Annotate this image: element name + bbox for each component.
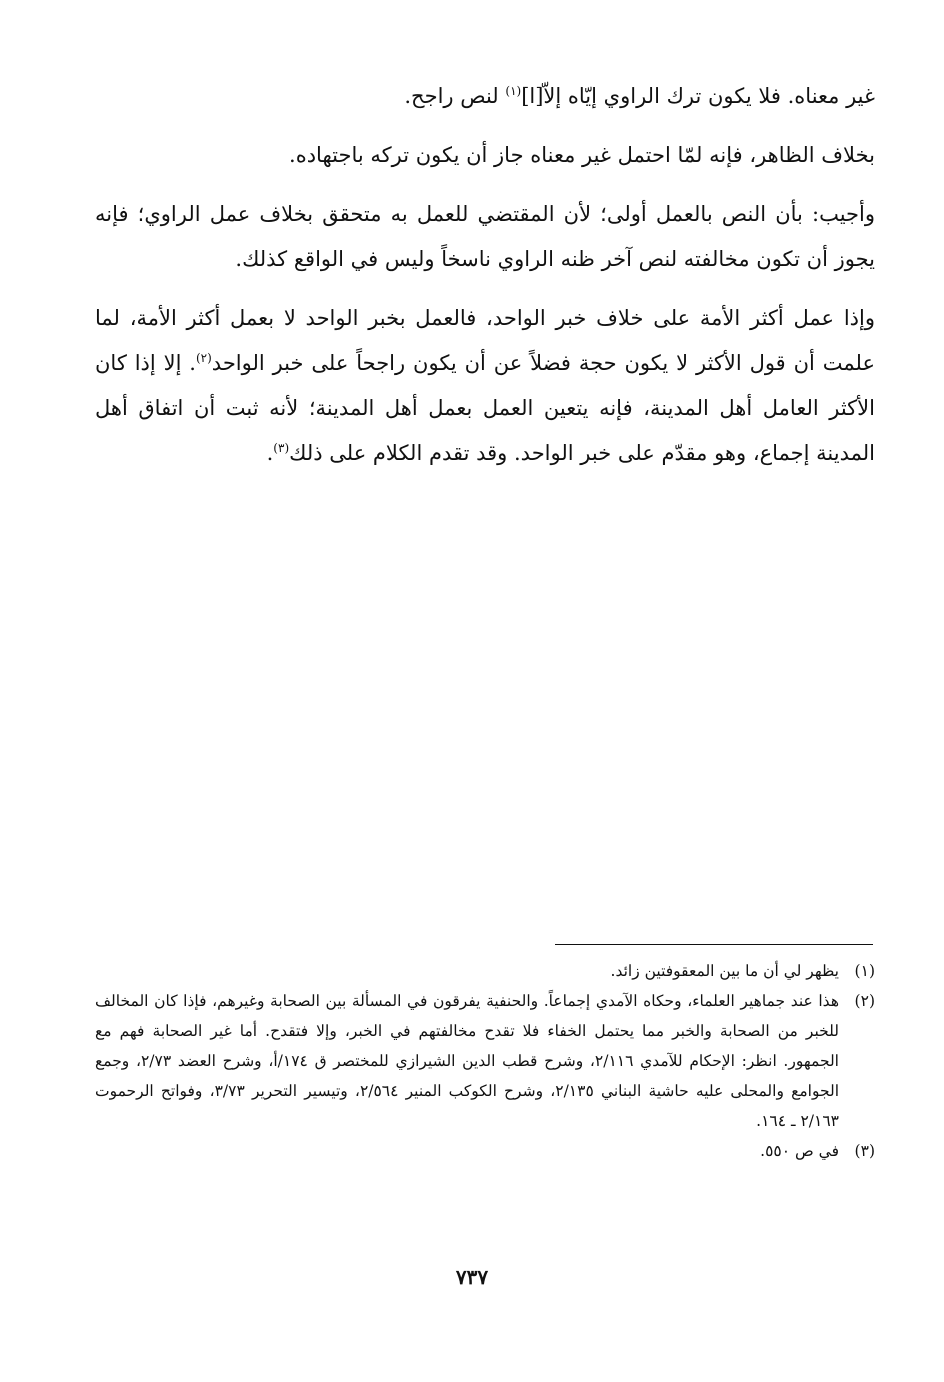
- footnote-number: (٢): [854, 992, 875, 1010]
- footnote-3: [95, 1136, 875, 1166]
- footnote-number: (١): [854, 962, 875, 980]
- footnote-1: [95, 956, 875, 986]
- footnote-text: يظهر لي أن ما بين المعقوفتين زائد.: [610, 962, 839, 980]
- footnote-ref-1[interactable]: (١): [505, 84, 522, 98]
- footnote-separator: [555, 944, 873, 945]
- main-text: [95, 74, 875, 476]
- paragraph-1-tail: لنص راجح.: [404, 84, 506, 108]
- paragraph-3: وأجيب: بأن النص بالعمل أولى؛ لأن المقتضي للعمل به متحقق بخلاف عمل الراوي؛ فإنه يجوز أن تكون مخالفته لنص آخر ظنه الراوي ناسخاً وليس في الواقع كذلك.: [95, 202, 875, 271]
- paragraph-2: بخلاف الظاهر، فإنه لمّا احتمل غير معناه جاز أن يكون تركه باجتهاده.: [289, 143, 875, 167]
- footnote-number: (٣): [854, 1142, 875, 1160]
- footnote-2: [95, 986, 875, 1136]
- paragraph-4-tail: .: [266, 441, 274, 465]
- page-number: ٧٣٧: [455, 1265, 489, 1289]
- footnote-text: هذا عند جماهير العلماء، وحكاه الآمدي إجماعاً. والحنفية يفرقون في المسألة بين الصحابة وغيرهم، فإذا كان المخالف للخبر من الصحابة والخبر مما يحتمل الخفاء فلا تقدح مخالفتهم في الخبر، وإلا فتقدح. أما غير الصحابة فهم مع الجمهور. انظر: الإحكام للآمدي ٢/١١٦، وشرح قطب الدين الشيرازي للمختصر ق ١٧٤/أ، وشرح العضد ٢/٧٣، وجمع الجوامع والمحلى عليه حاشية البناني ٢/١٣٥، وشرح الكوكب المنير ٢/٥٦٤، وتيسير التحرير ٣/٧٣، وفواتح الرحموت ٢/١٦٣ ـ ١٦٤.: [95, 992, 839, 1130]
- paragraph-4-part-1: وإذا عمل أكثر الأمة على خلاف خبر الواحد، فالعمل بخبر الواحد لا بعمل أكثر الأمة، لما علمت أن قول الأكثر لا يكون حجة فضلاً عن أن يكون راجحاً على خبر الواحد: [95, 306, 875, 375]
- paragraph-1: [95, 74, 875, 119]
- paragraph-4-part-2: . إلا إذا كان الأكثر العامل أهل المدينة، فإنه يتعين العمل بعمل أهل المدينة؛ لأنه ثبت أن اتفاق أهل المدينة إجماع، وهو مقدّم على خبر الواحد. وقد تقدم الكلام على ذلك: [95, 351, 875, 465]
- footnote-text: في ص ٥٥٠.: [760, 1142, 839, 1160]
- paragraph-4: [95, 296, 875, 476]
- footnotes: [95, 956, 875, 1166]
- footnote-ref-2[interactable]: (٢): [195, 351, 212, 365]
- footnote-ref-3[interactable]: (٣): [273, 441, 290, 455]
- paragraph-1-text: غير معناه. فلا يكون ترك الراوي إيّاه إلاّ[ا]: [521, 84, 875, 108]
